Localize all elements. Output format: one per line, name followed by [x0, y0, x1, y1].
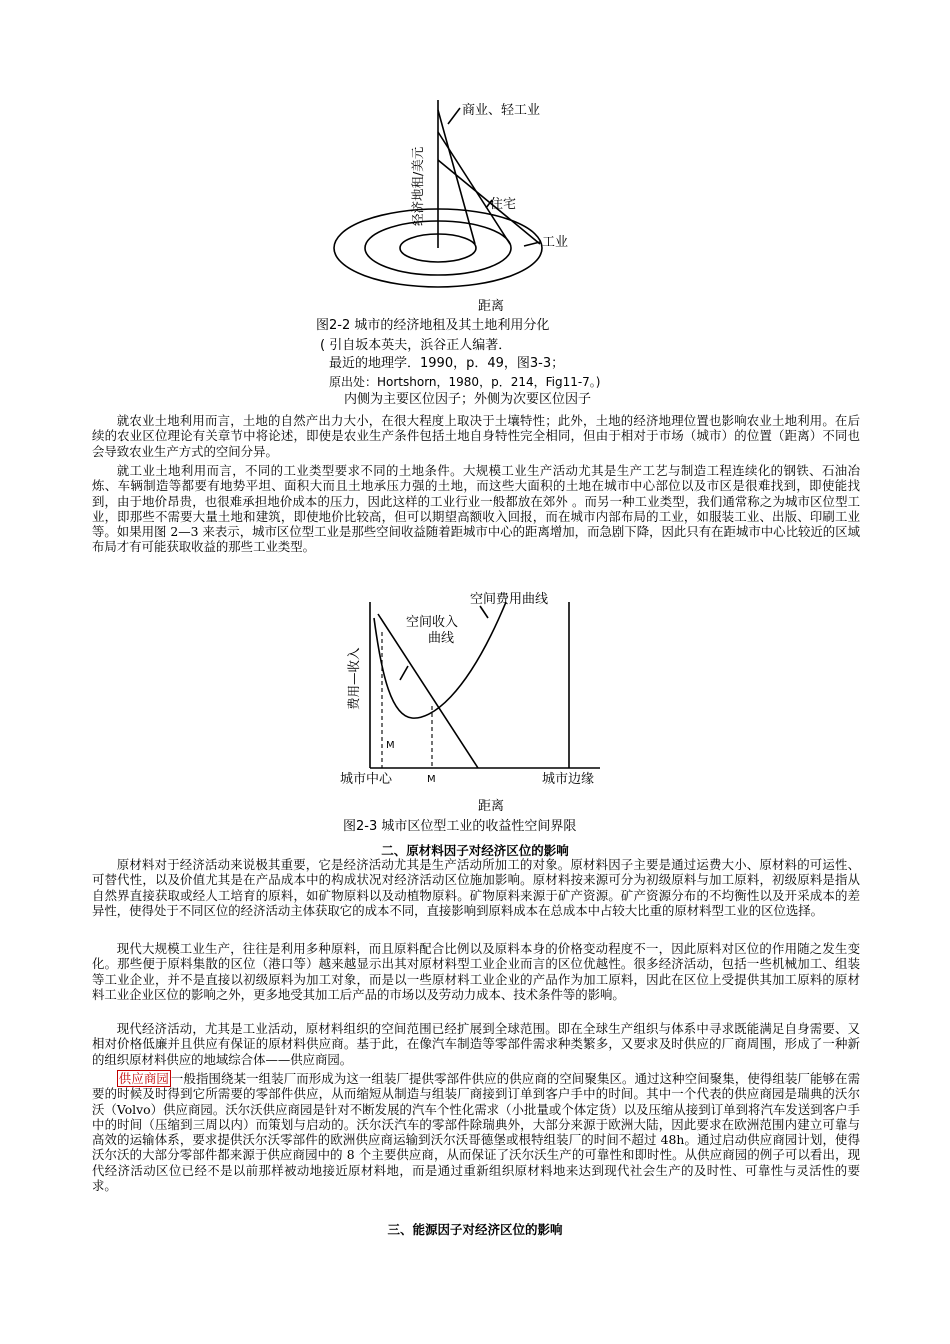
figure-land-rent: [320, 96, 620, 316]
pointer-income: [400, 666, 408, 680]
label-industry: 工业: [542, 235, 569, 250]
label-x-axis: 距离: [478, 299, 505, 314]
paragraph-agriculture: 就农业土地利用而言，土地的自然产出力大小，在很大程度上取决于土壤特性；此外，土地的经济地理位置也影响农业土地利用。在后续的农业区位理论有关章节中将论述，即使是农业生产条件包括土地自身特性完全相同，但由于相对于市场（城市）的位置（距离）不同也会导致农业生产方式的空间分异。: [92, 413, 860, 459]
housing-rent-line: [438, 132, 510, 244]
supplier-park-link[interactable]: 供应商园: [118, 1071, 169, 1086]
label-m-left: M: [386, 740, 395, 751]
figure1-caption-title: 图2-2 城市的经济地租及其土地利用分化: [316, 318, 550, 333]
paragraph-supplier-park: [92, 1071, 860, 1193]
land-rent-diagram: [320, 96, 620, 316]
pointer-cost: [480, 606, 488, 618]
supplier-park-text: 一般指围绕某一组装厂而形成为这一组装厂提供零部件供应的供应商的空间聚集区。通过这种空间聚集，使得组装厂能够在需要的时候及时得到它所需要的零部件供应，从而缩短从制造与组装厂商接到订单到客户手中的时间。其中一个代表的供应商园是瑞典的沃尔沃（Volvo）供应商园。沃尔沃供应商园是针对不断发展的汽车个性化需求（小批量或个体定货）以及压缩从接到订单到将汽车发送到客户手中的时间（压缩到三周以内）而策划与启动的。沃尔沃汽车的零部件除瑞典外，大部分来源于欧洲大陆，因此要求在欧洲范围内建立可靠与高效的运输体系，要求提供沃尔沃零部件的欧洲供应商运输到沃尔沃哥德堡或根特组装厂的时间不超过 48h。通过启动供应商园计划，使得沃尔沃的大部分零部件都来源于供应商园中的 8 个主要供应商，从而保证了沃尔沃生产的可靠性和即时性。从供应商园的例子可以看出，现代经济活动区位已经不是以前那样被动地接近原材料地，而是通过重新组织原材料地来达到现代社会生产的及时性、可靠性与灵活性的要求。: [92, 1071, 860, 1194]
figure-urban-industry: [330, 588, 620, 816]
figure1-caption-source-2: 最近的地理学．1990，p．49，图3-3；: [329, 356, 565, 371]
industry-pointer: [524, 242, 540, 246]
paragraph-modern-industry: 现代大规模工业生产，往往是利用多种原料，而且原料配合比例以及原料本身的价格变动程度不一，因此原料对区位的作用随之发生变化。那些便于原料集散的区位（港口等）越来越显示出其对原材料型工业企业而言的区位优越性。很多经济活动，包括一些机械加工、组装等工业企业，并不是直接以初级原料为加工对象，而是以一些原材料工业企业的产品作为加工原料，因此在区位上受提供其加工原料的原材料工业企业区位的影响之外，更多地受其加工后产品的市场以及劳动力成本、技术条件等的影响。: [92, 941, 860, 1002]
heading-energy: 三、能源因子对经济区位的影响: [387, 1222, 563, 1237]
label-y-axis: 费用—收入: [346, 647, 361, 710]
figure1-caption-source-1: ( 引自坂本英夫，浜谷正人编著．: [320, 338, 512, 353]
commerce-rent-line: [438, 110, 475, 244]
label-income-curve-2: 曲线: [428, 631, 455, 646]
label-y-axis: 经济地租/美元: [410, 146, 425, 226]
figure1-caption-source-3: 原出处：Hortshorn，1980，p．214，Fig11-7。): [329, 375, 601, 389]
commerce-pointer: [448, 108, 460, 124]
figure2-caption: 图2-3 城市区位型工业的收益性空间界限: [343, 819, 577, 834]
label-cost-curve: 空间费用曲线: [470, 592, 549, 607]
label-center: 城市中心: [340, 772, 393, 787]
industry-rent-line: [438, 160, 540, 244]
cost-income-diagram: [330, 588, 620, 816]
heading-raw-materials: 二、原材料因子对经济区位的影响: [381, 843, 569, 858]
paragraph-industry: 就工业土地利用而言，不同的工业类型要求不同的土地条件。大规模工业生产活动尤其是生产工艺与制造工程连续化的钢铁、石油冶炼、车辆制造等都要有地势平坦、面积大而且土地承压力强的土地，而这些大面积的土地在城市中心部位以及市区是很难找到，即使能找到，由于地价昂贵，也很难承担地价成本的压力，因此这样的工业行业一般都放在郊外 。而另一种工业类型，我们通常称之为城市区位型工业，即那些不需要大量土地和建筑，即使地价比较高，但可以期望高额收入回报，而在城市内部布局的工业，如服装工业、出版、印刷工业等。如果用图 2—3 来表示，城市区位型工业是那些空间收益随着距城市中心的距离增加，而急剧下降，因此只有在距城市中心比较近的区域布局才有可能获取收益的那些工业类型。: [92, 463, 860, 555]
label-income-curve: 空间收入: [406, 615, 459, 630]
label-commerce: 商业、轻工业: [462, 103, 541, 118]
figure1-caption-note: 内侧为主要区位因子；外侧为次要区位因子: [344, 392, 592, 407]
label-housing: 住宅: [490, 197, 517, 212]
label-edge: 城市边缘: [542, 772, 595, 787]
paragraph-global-supply: 现代经济活动，尤其是工业活动，原材料组织的空间范围已经扩展到全球范围。即在全球生产组织与体系中寻求既能满足自身需要、又相对价格低廉并且供应有保证的原材料供应商。基于此，在像汽车制造等零部件需求种类繁多，又要求及时供应的厂商周围，形成了一种新的组织原材料供应的地域综合体——供应商园。: [92, 1021, 860, 1067]
paragraph-raw-material-role: 原材料对于经济活动来说极其重要，它是经济活动尤其是生产活动所加工的对象。原材料因子主要是通过运费大小、原材料的可运性、可替代性，以及价值尤其是在产品成本中的构成状况对经济活动区位施加影响。原材料按来源可分为初级原料与加工原料，初级原料是指从自然界直接获取或经人工培育的原料，如矿物原料以及动植物原料。矿物原料来源于矿产资源。矿产资源分布的不均衡性以及开采成本的差异性，使得处于不同区位的经济活动主体获取它的成本不同，直接影响到原料成本在总成本中占较大比重的原材料型工业的区位选择。: [92, 857, 860, 918]
label-m-right: M: [427, 774, 436, 785]
label-x-axis: 距离: [478, 799, 505, 814]
